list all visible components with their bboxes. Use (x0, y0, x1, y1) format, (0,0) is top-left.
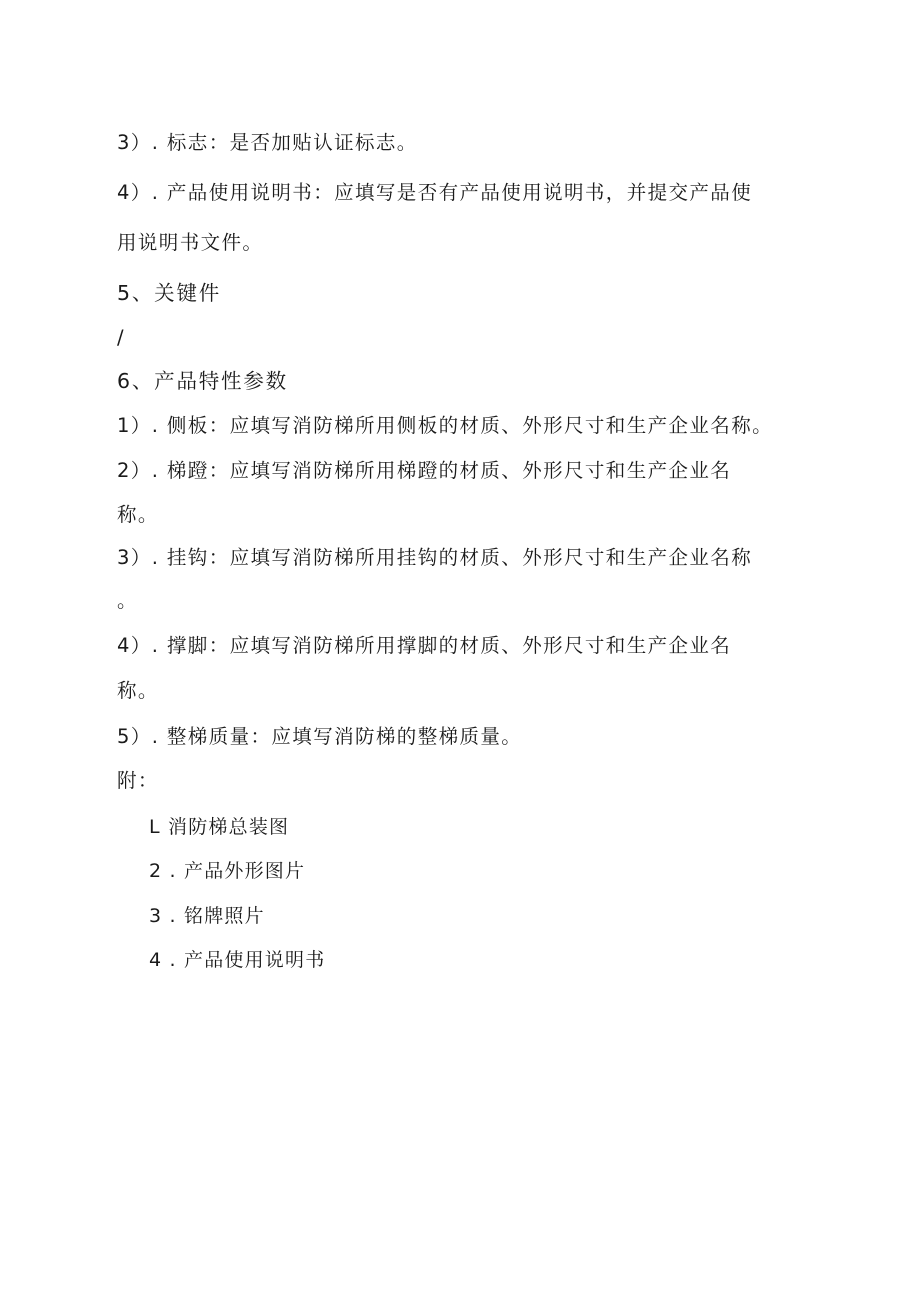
attachment-4: 4 . 产品使用说明书 (149, 949, 326, 971)
attachment-3: 3 . 铭牌照片 (149, 905, 265, 927)
item-4-manual: 4）. 产品使用说明书：应填写是否有产品使用说明书，并提交产品使 (117, 181, 753, 204)
section-6-heading: 6、产品特性参数 (117, 369, 288, 393)
item-4-foot-continued: 称。 (117, 679, 159, 702)
section-5-heading: 5、关键件 (117, 281, 222, 305)
item-2-rung-continued: 称。 (117, 503, 159, 526)
attachment-1: L 消防梯总装图 (149, 816, 290, 838)
section-5-content: / (117, 326, 125, 349)
item-1-side-plate: 1）. 侧板：应填写消防梯所用侧板的材质、外形尺寸和生产企业名称。 (117, 414, 774, 437)
item-4-foot: 4）. 撑脚：应填写消防梯所用撑脚的材质、外形尺寸和生产企业名 (117, 634, 732, 657)
item-4-manual-continued: 用说明书文件。 (117, 231, 264, 254)
item-5-weight: 5）. 整梯质量：应填写消防梯的整梯质量。 (117, 725, 523, 748)
attachment-2: 2 . 产品外形图片 (149, 860, 306, 882)
item-2-rung: 2）. 梯蹬：应填写消防梯所用梯蹬的材质、外形尺寸和生产企业名 (117, 459, 732, 482)
item-3-sign: 3）. 标志：是否加贴认证标志。 (117, 131, 418, 154)
appendix-label: 附： (117, 769, 159, 792)
item-3-hook-continued: 。 (117, 589, 138, 612)
item-3-hook: 3）. 挂钩：应填写消防梯所用挂钩的材质、外形尺寸和生产企业名称 (117, 546, 753, 569)
